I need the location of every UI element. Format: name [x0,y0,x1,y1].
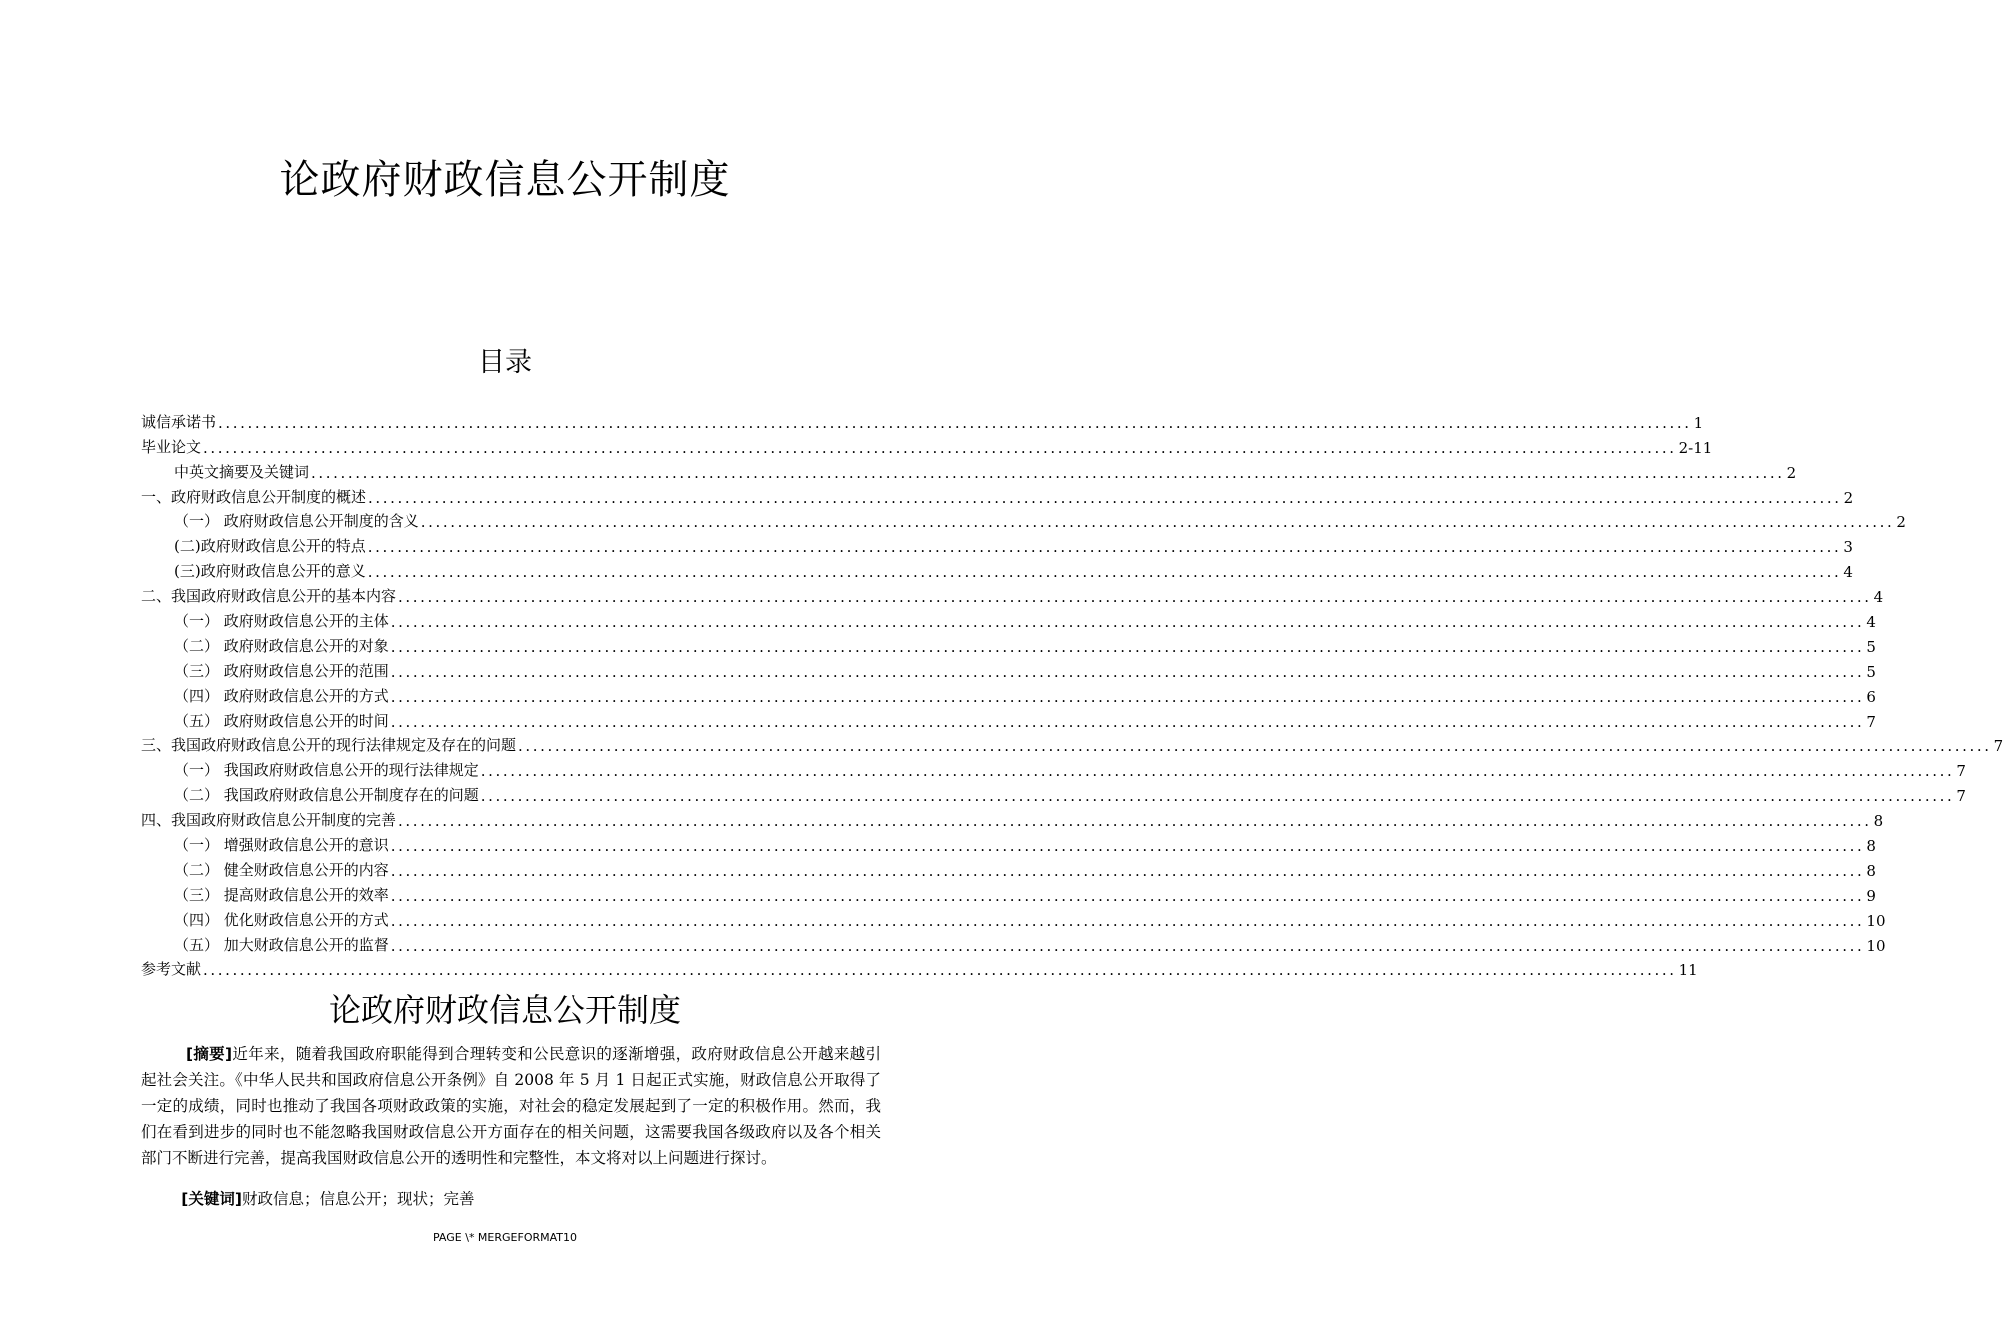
toc-dot-leader: ........................................................................................................................................................................................................ [518,737,1992,756]
toc-dot-leader: ........................................................................................................................................................................................................ [390,837,1865,856]
keywords-label: [关键词] [181,1190,242,1208]
toc-entry[interactable] [141,880,1876,905]
toc-entry-label: （三） 政府财政信息公开的范围 [174,661,389,680]
toc-entry-label: 二、我国政府财政信息公开的基本内容 [141,587,397,606]
toc-entry-label: （二） 我国政府财政信息公开制度存在的问题 [174,786,479,805]
toc-entry-label: 四、我国政府财政信息公开制度的完善 [141,811,397,830]
toc-entry[interactable] [141,407,1704,432]
toc-entry[interactable] [141,706,1876,731]
toc-entry[interactable] [141,830,1876,856]
toc-entry-page: 6 [1866,687,1876,706]
toc-entry[interactable] [141,556,1853,582]
toc-entry-page: 4 [1873,588,1884,607]
toc-entry-label: （二） 健全财政信息公开的内容 [174,860,389,879]
toc-entry-page: 10 [1866,911,1886,930]
toc-entry-label: (二)政府财政信息公开的特点 [174,537,366,556]
toc-dot-leader: ........................................................................................................................................................................................................ [390,936,1865,955]
toc-entry[interactable] [141,656,1876,681]
toc-entry[interactable] [141,731,2003,756]
toc-entry[interactable] [141,457,1797,482]
toc-dot-leader: ........................................................................................................................................................................................................ [420,513,1895,532]
toc-entry-page: 10 [1866,936,1886,955]
toc-entry[interactable] [141,681,1876,706]
toc-dot-leader: ........................................................................................................................................................................................................ [398,812,1872,831]
toc-dot-leader: ........................................................................................................................................................................................................ [390,687,1865,706]
toc-entry-page: 5 [1866,662,1876,681]
toc-entry[interactable] [141,482,1854,507]
toc-entry-label: （一） 政府财政信息公开的主体 [174,612,389,631]
toc-entry[interactable] [141,780,1966,806]
toc-dot-leader: ........................................................................................................................................................................................................ [390,712,1865,731]
toc-entry-page: 4 [1843,563,1853,582]
toc-entry-label: （四） 政府财政信息公开的方式 [174,686,389,705]
toc-entry-page: 8 [1866,837,1876,856]
toc-entry-label: （四） 优化财政信息公开的方式 [174,910,389,929]
toc-entry[interactable] [141,531,1853,557]
toc-entry-page: 2-11 [1678,438,1713,457]
toc-entry-page: 7 [1993,737,2003,756]
toc-dot-leader: ........................................................................................................................................................................................................ [390,911,1865,930]
toc-dot-leader: ........................................................................................................................................................................................................ [480,762,1955,781]
toc-dot-leader: ........................................................................................................................................................................................................ [390,662,1865,681]
toc-entry-page: 2 [1843,488,1854,507]
toc-dot-leader: ........................................................................................................................................................................................................ [480,787,1955,806]
toc-entry-page: 2 [1786,463,1797,482]
toc-dot-leader: ........................................................................................................................................................................................................ [203,961,1677,980]
toc-dot-leader: ........................................................................................................................................................................................................ [390,861,1865,880]
keywords-paragraph [141,1186,881,1212]
body-title: 论政府财政信息公开制度 [328,991,681,1029]
toc-dot-leader: ........................................................................................................................................................................................................ [218,413,1692,432]
toc-entry-page: 5 [1866,637,1876,656]
toc-entry[interactable] [141,930,1886,955]
cover-title: 论政府财政信息公开制度 [279,157,731,203]
toc-entry-page: 9 [1866,886,1876,905]
toc-entry-label: （五） 政府财政信息公开的时间 [174,711,389,730]
toc-entry-label: （二） 政府财政信息公开的对象 [174,636,389,655]
toc-dot-leader: ........................................................................................................................................................................................................ [390,613,1865,632]
toc-dot-leader: ........................................................................................................................................................................................................ [390,637,1865,656]
toc-entry-page: 4 [1866,613,1876,632]
toc-entry-page: 7 [1956,787,1966,806]
toc-dot-leader: ........................................................................................................................................................................................................ [203,438,1677,457]
toc-heading: 目录 [478,347,532,378]
toc-dot-leader: ........................................................................................................................................................................................................ [390,886,1865,905]
keywords-text: 财政信息；信息公开；现状；完善 [241,1190,475,1208]
toc-entry-page: 2 [1896,513,1906,532]
toc-entry-label: 一、政府财政信息公开制度的概述 [141,487,367,506]
toc-entry-label: （一） 我国政府财政信息公开的现行法律规定 [174,761,479,780]
toc-entry-label: （三） 提高财政信息公开的效率 [174,885,389,904]
table-of-contents [141,407,2003,980]
toc-entry-page: 1 [1693,413,1704,432]
toc-entry-label: 三、我国政府财政信息公开的现行法律规定及存在的问题 [141,736,517,755]
toc-entry-page: 11 [1678,961,1698,980]
toc-entry[interactable] [141,432,1713,457]
toc-entry-page: 8 [1866,861,1876,880]
toc-entry-label: 参考文献 [141,960,202,979]
toc-entry-label: （一） 政府财政信息公开制度的含义 [174,512,419,531]
toc-entry-label: 中英文摘要及关键词 [174,462,310,481]
page-footer: PAGE \* MERGEFORMAT10 [433,1231,577,1244]
toc-entry-page: 7 [1956,762,1966,781]
toc-entry[interactable] [141,606,1876,632]
abstract-text: 近年来，随着我国政府职能得到合理转变和公民意识的逐渐增强，政府财政信息公开越来越引起社会关注。《中华人民共和国政府信息公开条例》自 2008 年 5 月 1 日起正式实施，财政信息公开取得了一定的成绩，同时也推动了我国各项财政政策的实施，对社会的稳定发展起到了一定的积极作用。然而，我们在看到进步的同时也不能忽略我国财政信息公开方面存在的相关问题，这需要我国各级政府以及各个相关部门不断进行完善，提高我国财政信息公开的透明性和完整性，本文将对以上问题进行探讨。 [141,1045,881,1167]
abstract-label: [摘要] [185,1045,233,1063]
toc-entry[interactable] [141,631,1876,656]
toc-entry[interactable] [141,805,1884,831]
toc-entry-page: 3 [1843,538,1853,557]
toc-entry-label: （五） 加大财政信息公开的监督 [174,935,389,954]
toc-entry[interactable] [141,905,1886,930]
toc-entry[interactable] [141,855,1876,880]
toc-dot-leader: ........................................................................................................................................................................................................ [368,488,1842,507]
toc-entry-label: （一） 增强财政信息公开的意识 [174,836,389,855]
toc-dot-leader: ........................................................................................................................................................................................................ [398,588,1872,607]
toc-dot-leader: ........................................................................................................................................................................................................ [311,463,1785,482]
toc-entry-page: 7 [1866,712,1876,731]
toc-entry-page: 8 [1873,812,1884,831]
toc-entry[interactable] [141,755,1966,781]
toc-entry-label: 毕业论文 [141,437,202,456]
toc-dot-leader: ........................................................................................................................................................................................................ [367,563,1842,582]
toc-dot-leader: ........................................................................................................................................................................................................ [367,538,1842,557]
toc-entry-label: (三)政府财政信息公开的意义 [174,562,366,581]
toc-entry[interactable] [141,581,1884,607]
abstract-paragraph [141,1041,881,1171]
toc-entry[interactable] [141,955,1698,980]
toc-entry[interactable] [141,507,1906,532]
toc-entry-label: 诚信承诺书 [141,412,217,431]
